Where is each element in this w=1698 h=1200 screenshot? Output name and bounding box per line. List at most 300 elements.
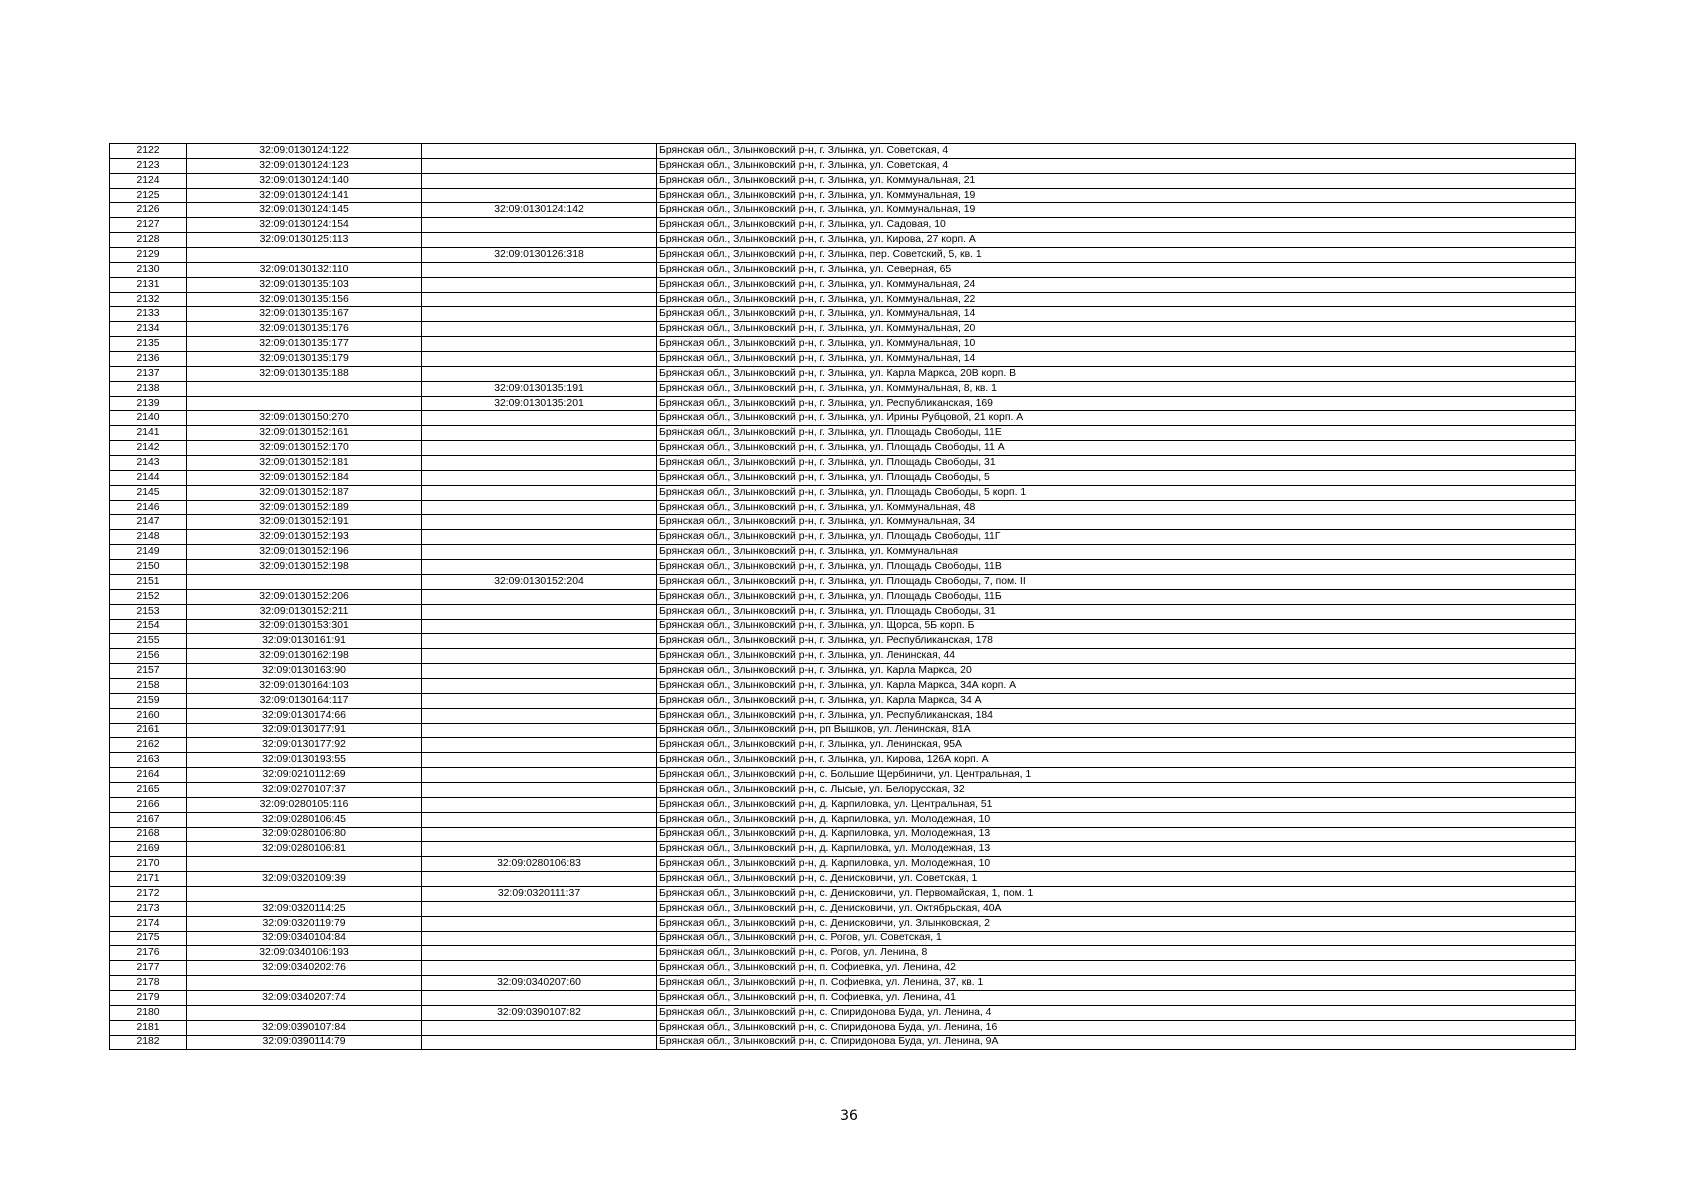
- table-row: [110, 738, 1576, 753]
- parent-cadastral-number-cell: [422, 411, 657, 426]
- row-number-cell: 2122: [110, 144, 187, 159]
- table-row: [110, 946, 1576, 961]
- row-number-cell: 2175: [110, 931, 187, 946]
- address-cell: Брянская обл., Злынковский р-н, г. Злынка, ул. Республиканская, 184: [657, 708, 1576, 723]
- parent-cadastral-number-cell: 32:09:0130152:204: [422, 574, 657, 589]
- parent-cadastral-number-cell: [422, 738, 657, 753]
- cadastral-number-cell: 32:09:0130177:91: [187, 723, 422, 738]
- cadastral-number-cell: 32:09:0130152:189: [187, 500, 422, 515]
- address-cell: Брянская обл., Злынковский р-н, г. Злынка, ул. Республиканская, 178: [657, 634, 1576, 649]
- table-row: [110, 515, 1576, 530]
- address-cell: Брянская обл., Злынковский р-н, с. Спиридонова Буда, ул. Ленина, 9А: [657, 1035, 1576, 1050]
- parent-cadastral-number-cell: [422, 560, 657, 575]
- row-number-cell: 2131: [110, 277, 187, 292]
- row-number-cell: 2153: [110, 604, 187, 619]
- row-number-cell: 2157: [110, 664, 187, 679]
- address-cell: Брянская обл., Злынковский р-н, г. Злынка, ул. Коммунальная, 8, кв. 1: [657, 381, 1576, 396]
- address-cell: Брянская обл., Злынковский р-н, г. Злынка, ул. Карла Маркса, 34А корп. А: [657, 678, 1576, 693]
- parent-cadastral-number-cell: [422, 158, 657, 173]
- row-number-cell: 2161: [110, 723, 187, 738]
- table-row: [110, 782, 1576, 797]
- row-number-cell: 2123: [110, 158, 187, 173]
- row-number-cell: 2141: [110, 426, 187, 441]
- parent-cadastral-number-cell: [422, 233, 657, 248]
- table-row: [110, 1035, 1576, 1050]
- table-row: [110, 797, 1576, 812]
- cadastral-number-cell: 32:09:0320109:39: [187, 872, 422, 887]
- row-number-cell: 2162: [110, 738, 187, 753]
- cadastral-number-cell: 32:09:0130152:187: [187, 485, 422, 500]
- row-number-cell: 2129: [110, 248, 187, 263]
- row-number-cell: 2170: [110, 857, 187, 872]
- row-number-cell: 2133: [110, 307, 187, 322]
- table-row: [110, 872, 1576, 887]
- row-number-cell: 2160: [110, 708, 187, 723]
- cadastral-number-cell: 32:09:0130124:141: [187, 188, 422, 203]
- table-row: [110, 262, 1576, 277]
- cadastral-number-cell: [187, 857, 422, 872]
- parent-cadastral-number-cell: [422, 827, 657, 842]
- address-cell: Брянская обл., Злынковский р-н, г. Злынка, ул. Кирова, 126А корп. А: [657, 753, 1576, 768]
- parent-cadastral-number-cell: [422, 545, 657, 560]
- address-cell: Брянская обл., Злынковский р-н, с. Рогов, ул. Ленина, 8: [657, 946, 1576, 961]
- cadastral-number-cell: 32:09:0130152:170: [187, 441, 422, 456]
- table-row: [110, 619, 1576, 634]
- row-number-cell: 2182: [110, 1035, 187, 1050]
- cadastral-number-cell: 32:09:0280106:45: [187, 812, 422, 827]
- cadastral-number-cell: 32:09:0130163:90: [187, 664, 422, 679]
- cadastral-number-cell: 32:09:0130124:154: [187, 218, 422, 233]
- cadastral-number-cell: 32:09:0130152:184: [187, 470, 422, 485]
- table-row: [110, 322, 1576, 337]
- parent-cadastral-number-cell: [422, 961, 657, 976]
- cadastral-number-cell: 32:09:0130152:211: [187, 604, 422, 619]
- cadastral-number-cell: 32:09:0130124:140: [187, 173, 422, 188]
- cadastral-number-cell: 32:09:0130152:193: [187, 530, 422, 545]
- table-row: [110, 857, 1576, 872]
- parent-cadastral-number-cell: [422, 812, 657, 827]
- table-row: [110, 441, 1576, 456]
- table-row: [110, 664, 1576, 679]
- cadastral-number-cell: 32:09:0130193:55: [187, 753, 422, 768]
- address-cell: Брянская обл., Злынковский р-н, с. Большие Щербиничи, ул. Центральная, 1: [657, 768, 1576, 783]
- table-row: [110, 604, 1576, 619]
- row-number-cell: 2143: [110, 456, 187, 471]
- parent-cadastral-number-cell: [422, 144, 657, 159]
- table-row: [110, 976, 1576, 991]
- parent-cadastral-number-cell: [422, 485, 657, 500]
- address-cell: Брянская обл., Злынковский р-н, с. Денисковичи, ул. Первомайская, 1, пом. 1: [657, 886, 1576, 901]
- table-row: [110, 277, 1576, 292]
- parent-cadastral-number-cell: [422, 307, 657, 322]
- address-cell: Брянская обл., Злынковский р-н, с. Денисковичи, ул. Советская, 1: [657, 872, 1576, 887]
- address-cell: Брянская обл., Злынковский р-н, г. Злынка, ул. Коммунальная, 20: [657, 322, 1576, 337]
- address-cell: Брянская обл., Злынковский р-н, рп Вышков, ул. Ленинская, 81А: [657, 723, 1576, 738]
- parent-cadastral-number-cell: 32:09:0130135:201: [422, 396, 657, 411]
- parent-cadastral-number-cell: [422, 782, 657, 797]
- address-cell: Брянская обл., Злынковский р-н, с. Рогов, ул. Советская, 1: [657, 931, 1576, 946]
- address-cell: Брянская обл., Злынковский р-н, г. Злынка, ул. Коммунальная, 48: [657, 500, 1576, 515]
- cadastral-number-cell: 32:09:0280106:81: [187, 842, 422, 857]
- cadastral-number-cell: 32:09:0130150:270: [187, 411, 422, 426]
- cadastral-number-cell: 32:09:0130135:156: [187, 292, 422, 307]
- address-cell: Брянская обл., Злынковский р-н, г. Злынка, ул. Площадь Свободы, 5: [657, 470, 1576, 485]
- cadastral-number-cell: 32:09:0130152:198: [187, 560, 422, 575]
- parent-cadastral-number-cell: [422, 1035, 657, 1050]
- cadastral-number-cell: [187, 381, 422, 396]
- table-row: [110, 916, 1576, 931]
- cadastral-number-cell: 32:09:0130152:161: [187, 426, 422, 441]
- address-cell: Брянская обл., Злынковский р-н, п. Софиевка, ул. Ленина, 37, кв. 1: [657, 976, 1576, 991]
- table-row: [110, 188, 1576, 203]
- cadastral-number-cell: 32:09:0130152:181: [187, 456, 422, 471]
- parent-cadastral-number-cell: [422, 604, 657, 619]
- cadastral-number-cell: 32:09:0130124:123: [187, 158, 422, 173]
- cadastral-number-cell: 32:09:0130135:188: [187, 366, 422, 381]
- table-row: [110, 723, 1576, 738]
- table-row: [110, 961, 1576, 976]
- cadastral-number-cell: [187, 1005, 422, 1020]
- table-row: [110, 292, 1576, 307]
- row-number-cell: 2127: [110, 218, 187, 233]
- address-cell: Брянская обл., Злынковский р-н, г. Злынка, ул. Площадь Свободы, 11Е: [657, 426, 1576, 441]
- cadastral-number-cell: 32:09:0130135:167: [187, 307, 422, 322]
- parent-cadastral-number-cell: 32:09:0390107:82: [422, 1005, 657, 1020]
- address-cell: Брянская обл., Злынковский р-н, с. Спиридонова Буда, ул. Ленина, 4: [657, 1005, 1576, 1020]
- row-number-cell: 2168: [110, 827, 187, 842]
- parent-cadastral-number-cell: [422, 366, 657, 381]
- address-cell: Брянская обл., Злынковский р-н, г. Злынка, ул. Площадь Свободы, 31: [657, 456, 1576, 471]
- table-row: [110, 218, 1576, 233]
- row-number-cell: 2138: [110, 381, 187, 396]
- row-number-cell: 2164: [110, 768, 187, 783]
- parent-cadastral-number-cell: [422, 678, 657, 693]
- address-cell: Брянская обл., Злынковский р-н, г. Злынка, ул. Карла Маркса, 34 А: [657, 693, 1576, 708]
- cadastral-number-cell: 32:09:0320119:79: [187, 916, 422, 931]
- address-cell: Брянская обл., Злынковский р-н, г. Злынка, ул. Ирины Рубцовой, 21 корп. А: [657, 411, 1576, 426]
- parent-cadastral-number-cell: [422, 337, 657, 352]
- page-number: 36: [840, 1108, 858, 1124]
- parent-cadastral-number-cell: [422, 441, 657, 456]
- address-cell: Брянская обл., Злынковский р-н, п. Софиевка, ул. Ленина, 41: [657, 990, 1576, 1005]
- cadastral-number-cell: 32:09:0130135:179: [187, 352, 422, 367]
- parent-cadastral-number-cell: [422, 634, 657, 649]
- address-cell: Брянская обл., Злынковский р-н, с. Лысые, ул. Белорусская, 32: [657, 782, 1576, 797]
- row-number-cell: 2146: [110, 500, 187, 515]
- cadastral-number-cell: 32:09:0320114:25: [187, 901, 422, 916]
- cadastral-number-cell: [187, 248, 422, 263]
- cadastral-number-cell: 32:09:0210112:69: [187, 768, 422, 783]
- parent-cadastral-number-cell: [422, 322, 657, 337]
- address-cell: Брянская обл., Злынковский р-н, г. Злынка, ул. Садовая, 10: [657, 218, 1576, 233]
- row-number-cell: 2142: [110, 441, 187, 456]
- cadastral-number-cell: [187, 396, 422, 411]
- address-cell: Брянская обл., Злынковский р-н, г. Злынка, ул. Кирова, 27 корп. А: [657, 233, 1576, 248]
- table-row: [110, 753, 1576, 768]
- address-cell: Брянская обл., Злынковский р-н, г. Злынка, ул. Площадь Свободы, 31: [657, 604, 1576, 619]
- address-cell: Брянская обл., Злынковский р-н, г. Злынка, ул. Щорса, 5Б корп. Б: [657, 619, 1576, 634]
- cadastral-number-cell: 32:09:0130152:206: [187, 589, 422, 604]
- cadastral-number-cell: 32:09:0130135:177: [187, 337, 422, 352]
- table-row: [110, 158, 1576, 173]
- cadastral-number-cell: [187, 886, 422, 901]
- table-row: [110, 411, 1576, 426]
- address-cell: Брянская обл., Злынковский р-н, г. Злынка, ул. Коммунальная, 21: [657, 173, 1576, 188]
- address-cell: Брянская обл., Злынковский р-н, г. Злынка, ул. Площадь Свободы, 11Г: [657, 530, 1576, 545]
- table-row: [110, 248, 1576, 263]
- table-row: [110, 485, 1576, 500]
- parent-cadastral-number-cell: [422, 292, 657, 307]
- row-number-cell: 2172: [110, 886, 187, 901]
- table-row: [110, 203, 1576, 218]
- table-row: [110, 396, 1576, 411]
- row-number-cell: 2144: [110, 470, 187, 485]
- address-cell: Брянская обл., Злынковский р-н, п. Софиевка, ул. Ленина, 42: [657, 961, 1576, 976]
- cadastral-number-cell: 32:09:0130135:103: [187, 277, 422, 292]
- table-row: [110, 500, 1576, 515]
- table-row: [110, 560, 1576, 575]
- row-number-cell: 2135: [110, 337, 187, 352]
- parent-cadastral-number-cell: [422, 931, 657, 946]
- row-number-cell: 2149: [110, 545, 187, 560]
- cadastral-number-cell: 32:09:0130124:122: [187, 144, 422, 159]
- cadastral-number-cell: 32:09:0130164:117: [187, 693, 422, 708]
- row-number-cell: 2145: [110, 485, 187, 500]
- parent-cadastral-number-cell: [422, 693, 657, 708]
- address-cell: Брянская обл., Злынковский р-н, г. Злынка, ул. Советская, 4: [657, 158, 1576, 173]
- address-cell: Брянская обл., Злынковский р-н, г. Злынка, ул. Коммунальная, 19: [657, 203, 1576, 218]
- address-cell: Брянская обл., Злынковский р-н, г. Злынка, ул. Ленинская, 95А: [657, 738, 1576, 753]
- parent-cadastral-number-cell: [422, 277, 657, 292]
- parent-cadastral-number-cell: 32:09:0340207:60: [422, 976, 657, 991]
- row-number-cell: 2181: [110, 1020, 187, 1035]
- row-number-cell: 2154: [110, 619, 187, 634]
- parent-cadastral-number-cell: [422, 753, 657, 768]
- address-cell: Брянская обл., Злынковский р-н, с. Денисковичи, ул. Октябрьская, 40А: [657, 901, 1576, 916]
- address-cell: Брянская обл., Злынковский р-н, г. Злынка, ул. Ленинская, 44: [657, 649, 1576, 664]
- address-cell: Брянская обл., Злынковский р-н, г. Злынка, ул. Республиканская, 169: [657, 396, 1576, 411]
- parent-cadastral-number-cell: [422, 990, 657, 1005]
- table-row: [110, 233, 1576, 248]
- address-cell: Брянская обл., Злынковский р-н, г. Злынка, ул. Коммунальная: [657, 545, 1576, 560]
- address-cell: Брянская обл., Злынковский р-н, с. Денисковичи, ул. Злынковская, 2: [657, 916, 1576, 931]
- address-cell: Брянская обл., Злынковский р-н, с. Спиридонова Буда, ул. Ленина, 16: [657, 1020, 1576, 1035]
- parent-cadastral-number-cell: [422, 872, 657, 887]
- row-number-cell: 2128: [110, 233, 187, 248]
- row-number-cell: 2165: [110, 782, 187, 797]
- table-row: [110, 678, 1576, 693]
- row-number-cell: 2124: [110, 173, 187, 188]
- table-row: [110, 307, 1576, 322]
- table-row: [110, 470, 1576, 485]
- row-number-cell: 2125: [110, 188, 187, 203]
- table-row: [110, 381, 1576, 396]
- row-number-cell: 2173: [110, 901, 187, 916]
- row-number-cell: 2174: [110, 916, 187, 931]
- table-row: [110, 426, 1576, 441]
- table-row: [110, 352, 1576, 367]
- address-cell: Брянская обл., Злынковский р-н, г. Злынка, ул. Площадь Свободы, 11В: [657, 560, 1576, 575]
- cadastral-number-cell: 32:09:0130164:103: [187, 678, 422, 693]
- address-cell: Брянская обл., Злынковский р-н, г. Злынка, ул. Карла Маркса, 20: [657, 664, 1576, 679]
- parent-cadastral-number-cell: [422, 470, 657, 485]
- cadastral-number-cell: 32:09:0130124:145: [187, 203, 422, 218]
- table-row: [110, 144, 1576, 159]
- parent-cadastral-number-cell: 32:09:0320111:37: [422, 886, 657, 901]
- table-row: [110, 649, 1576, 664]
- cadastral-number-cell: [187, 574, 422, 589]
- cadastral-number-cell: 32:09:0130177:92: [187, 738, 422, 753]
- address-cell: Брянская обл., Злынковский р-н, г. Злынка, ул. Коммунальная, 14: [657, 307, 1576, 322]
- address-cell: Брянская обл., Злынковский р-н, д. Карпиловка, ул. Молодежная, 13: [657, 827, 1576, 842]
- address-cell: Брянская обл., Злынковский р-н, г. Злынка, ул. Площадь Свободы, 11 А: [657, 441, 1576, 456]
- address-cell: Брянская обл., Злынковский р-н, г. Злынка, ул. Коммунальная, 10: [657, 337, 1576, 352]
- row-number-cell: 2167: [110, 812, 187, 827]
- registry-table-body: [110, 144, 1576, 1050]
- table-row: [110, 634, 1576, 649]
- row-number-cell: 2150: [110, 560, 187, 575]
- address-cell: Брянская обл., Злынковский р-н, г. Злынка, ул. Площадь Свободы, 11Б: [657, 589, 1576, 604]
- table-row: [110, 827, 1576, 842]
- table-row: [110, 990, 1576, 1005]
- table-row: [110, 768, 1576, 783]
- cadastral-number-cell: 32:09:0130162:198: [187, 649, 422, 664]
- cadastral-number-cell: 32:09:0390107:84: [187, 1020, 422, 1035]
- table-row: [110, 1020, 1576, 1035]
- table-row: [110, 337, 1576, 352]
- parent-cadastral-number-cell: [422, 589, 657, 604]
- row-number-cell: 2137: [110, 366, 187, 381]
- parent-cadastral-number-cell: [422, 426, 657, 441]
- row-number-cell: 2139: [110, 396, 187, 411]
- cadastral-number-cell: 32:09:0390114:79: [187, 1035, 422, 1050]
- row-number-cell: 2134: [110, 322, 187, 337]
- parent-cadastral-number-cell: 32:09:0130124:142: [422, 203, 657, 218]
- cadastral-number-cell: 32:09:0130125:113: [187, 233, 422, 248]
- parent-cadastral-number-cell: [422, 708, 657, 723]
- cadastral-number-cell: 32:09:0280105:116: [187, 797, 422, 812]
- table-row: [110, 589, 1576, 604]
- cadastral-number-cell: 32:09:0340202:76: [187, 961, 422, 976]
- table-row: [110, 901, 1576, 916]
- parent-cadastral-number-cell: [422, 218, 657, 233]
- address-cell: Брянская обл., Злынковский р-н, г. Злынка, ул. Коммунальная, 19: [657, 188, 1576, 203]
- row-number-cell: 2163: [110, 753, 187, 768]
- row-number-cell: 2180: [110, 1005, 187, 1020]
- parent-cadastral-number-cell: [422, 901, 657, 916]
- address-cell: Брянская обл., Злынковский р-н, д. Карпиловка, ул. Молодежная, 10: [657, 857, 1576, 872]
- address-cell: Брянская обл., Злынковский р-н, д. Карпиловка, ул. Молодежная, 10: [657, 812, 1576, 827]
- parent-cadastral-number-cell: [422, 664, 657, 679]
- row-number-cell: 2169: [110, 842, 187, 857]
- row-number-cell: 2140: [110, 411, 187, 426]
- cadastral-number-cell: 32:09:0340104:84: [187, 931, 422, 946]
- parent-cadastral-number-cell: [422, 500, 657, 515]
- parent-cadastral-number-cell: [422, 530, 657, 545]
- row-number-cell: 2147: [110, 515, 187, 530]
- table-row: [110, 530, 1576, 545]
- address-cell: Брянская обл., Злынковский р-н, г. Злынка, ул. Коммунальная, 14: [657, 352, 1576, 367]
- address-cell: Брянская обл., Злынковский р-н, г. Злынка, ул. Советская, 4: [657, 144, 1576, 159]
- row-number-cell: 2126: [110, 203, 187, 218]
- row-number-cell: 2155: [110, 634, 187, 649]
- row-number-cell: 2177: [110, 961, 187, 976]
- row-number-cell: 2176: [110, 946, 187, 961]
- cadastral-number-cell: 32:09:0130152:196: [187, 545, 422, 560]
- table-row: [110, 456, 1576, 471]
- table-row: [110, 574, 1576, 589]
- cadastral-number-cell: [187, 976, 422, 991]
- parent-cadastral-number-cell: [422, 262, 657, 277]
- parent-cadastral-number-cell: [422, 1020, 657, 1035]
- parent-cadastral-number-cell: [422, 723, 657, 738]
- row-number-cell: 2132: [110, 292, 187, 307]
- table-row: [110, 545, 1576, 560]
- table-row: [110, 708, 1576, 723]
- parent-cadastral-number-cell: [422, 946, 657, 961]
- address-cell: Брянская обл., Злынковский р-н, г. Злынка, ул. Площадь Свободы, 7, пом. II: [657, 574, 1576, 589]
- parent-cadastral-number-cell: [422, 768, 657, 783]
- parent-cadastral-number-cell: 32:09:0130135:191: [422, 381, 657, 396]
- table-row: [110, 886, 1576, 901]
- cadastral-number-cell: 32:09:0130132:110: [187, 262, 422, 277]
- address-cell: Брянская обл., Злынковский р-н, г. Злынка, ул. Коммунальная, 22: [657, 292, 1576, 307]
- cadastral-number-cell: 32:09:0130174:66: [187, 708, 422, 723]
- table-row: [110, 842, 1576, 857]
- parent-cadastral-number-cell: [422, 188, 657, 203]
- parent-cadastral-number-cell: [422, 515, 657, 530]
- address-cell: Брянская обл., Злынковский р-н, г. Злынка, пер. Советский, 5, кв. 1: [657, 248, 1576, 263]
- address-cell: Брянская обл., Злынковский р-н, д. Карпиловка, ул. Молодежная, 13: [657, 842, 1576, 857]
- address-cell: Брянская обл., Злынковский р-н, г. Злынка, ул. Площадь Свободы, 5 корп. 1: [657, 485, 1576, 500]
- address-cell: Брянская обл., Злынковский р-н, д. Карпиловка, ул. Центральная, 51: [657, 797, 1576, 812]
- address-cell: Брянская обл., Злынковский р-н, г. Злынка, ул. Коммунальная, 34: [657, 515, 1576, 530]
- row-number-cell: 2148: [110, 530, 187, 545]
- parent-cadastral-number-cell: [422, 173, 657, 188]
- parent-cadastral-number-cell: [422, 352, 657, 367]
- table-row: [110, 931, 1576, 946]
- table-row: [110, 1005, 1576, 1020]
- cadastral-number-cell: 32:09:0130135:176: [187, 322, 422, 337]
- row-number-cell: 2159: [110, 693, 187, 708]
- table-row: [110, 693, 1576, 708]
- address-cell: Брянская обл., Злынковский р-н, г. Злынка, ул. Карла Маркса, 20В корп. В: [657, 366, 1576, 381]
- row-number-cell: 2152: [110, 589, 187, 604]
- parent-cadastral-number-cell: [422, 916, 657, 931]
- address-cell: Брянская обл., Злынковский р-н, г. Злынка, ул. Северная, 65: [657, 262, 1576, 277]
- row-number-cell: 2166: [110, 797, 187, 812]
- row-number-cell: 2151: [110, 574, 187, 589]
- cadastral-number-cell: 32:09:0130152:191: [187, 515, 422, 530]
- table-row: [110, 812, 1576, 827]
- address-cell: Брянская обл., Злынковский р-н, г. Злынка, ул. Коммунальная, 24: [657, 277, 1576, 292]
- parent-cadastral-number-cell: [422, 456, 657, 471]
- parent-cadastral-number-cell: [422, 649, 657, 664]
- row-number-cell: 2178: [110, 976, 187, 991]
- cadastral-number-cell: 32:09:0270107:37: [187, 782, 422, 797]
- row-number-cell: 2171: [110, 872, 187, 887]
- parent-cadastral-number-cell: 32:09:0130126:318: [422, 248, 657, 263]
- cadastral-number-cell: 32:09:0130161:91: [187, 634, 422, 649]
- registry-table: [109, 143, 1576, 1050]
- parent-cadastral-number-cell: [422, 842, 657, 857]
- row-number-cell: 2156: [110, 649, 187, 664]
- cadastral-number-cell: 32:09:0130153:301: [187, 619, 422, 634]
- cadastral-number-cell: 32:09:0340106:193: [187, 946, 422, 961]
- table-row: [110, 366, 1576, 381]
- table-row: [110, 173, 1576, 188]
- parent-cadastral-number-cell: [422, 619, 657, 634]
